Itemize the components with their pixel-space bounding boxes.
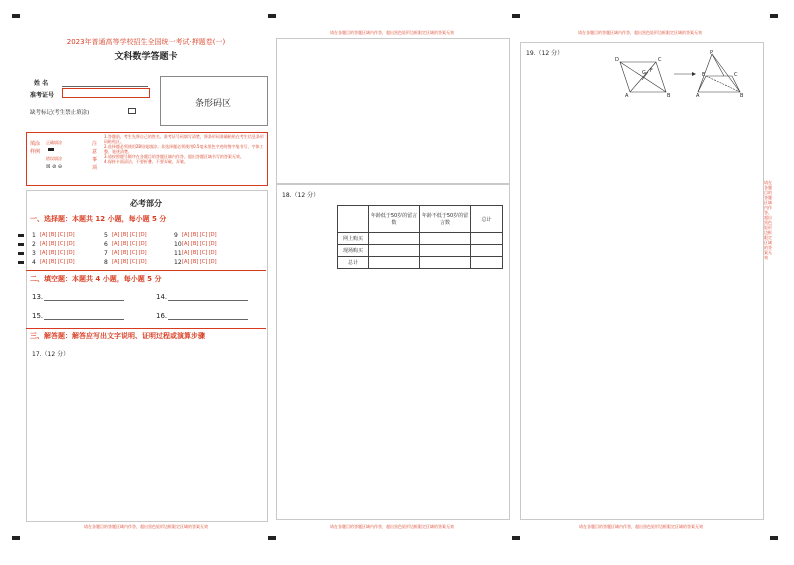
fig-label: A [696,93,700,98]
fig-label: G [642,70,646,76]
top-warning: 请在各题目的答题区域内作答，超出黑色矩形边框限定区域的答案无效 [330,30,454,35]
timing-mark [512,536,520,540]
name-label: 姓 名 [34,80,49,87]
mc-options[interactable]: [A] [B] [C] [D] [112,241,147,247]
answer-line[interactable] [168,319,248,320]
mc-options[interactable]: [A] [B] [C] [D] [182,241,217,247]
correct-fill-mark [48,148,54,151]
table-row-label: 现场购买 [338,245,369,257]
fill-item-13: 13. [32,293,44,301]
mc-question-number: 8 [104,259,108,266]
table-cell[interactable] [369,245,420,257]
table-header-cell: 年龄低于50岁的留言数 [369,206,420,233]
fig-label: A [625,93,629,98]
fill-item-15: 15. [32,312,44,320]
bottom-warning: 请在各题目的答题区域内作答，超出黑色矩形边框限定区域的答案无效 [579,524,703,529]
mc-question-number: 3 [32,250,36,257]
table-cell[interactable] [369,257,420,269]
mc-question-number: 11 [174,250,182,257]
bottom-warning: 请在各题目的答题区域内作答，超出黑色矩形边框限定区域的答案无效 [84,524,208,529]
table-header-cell: 总计 [471,206,503,233]
mc-options[interactable]: [A] [B] [C] [D] [182,259,217,265]
table-cell[interactable] [420,245,471,257]
timing-mark [268,14,276,18]
notice-item: 2.选择题必须使用2B铅笔填涂；非选择题必须使用0.5毫米黑色字迹的签字笔书写，字体工整、笔迹清楚。 [104,144,264,154]
timing-mark [18,234,24,237]
fill-example-label: 填涂样例 [30,141,41,155]
q18-label: 18.（12 分） [282,192,320,199]
q19-label: 19.（12 分） [526,50,564,57]
fig-label: D [615,57,619,63]
table-cell[interactable] [471,233,503,245]
correct-fill-label: 正确填涂 [46,140,62,145]
timing-mark [18,243,24,246]
absent-label: 缺考标记(考生禁止填涂) [30,110,90,116]
table-cell[interactable] [471,257,503,269]
mc-options[interactable]: [A] [B] [C] [D] [40,232,75,238]
wrong-fill-label: 错误填涂 [46,156,62,161]
mc-options[interactable]: [A] [B] [C] [D] [40,241,75,247]
mc-question-number: 6 [104,241,108,248]
table-header-cell [338,206,369,233]
mc-question-number: 1 [32,232,36,239]
notice-items [104,134,264,164]
timing-mark [268,536,276,540]
mc-question-number: 4 [32,259,36,266]
fig-label: C [658,57,662,63]
ticket-label: 准考证号 [30,92,55,99]
absent-checkbox[interactable] [128,108,136,114]
fig-label: P [710,50,714,56]
fig-label: C [734,72,738,78]
mc-options[interactable]: [A] [B] [C] [D] [40,259,75,265]
table-row-label: 网上购买 [338,233,369,245]
q17-label: 17.（12 分） [32,351,70,358]
timing-mark [18,252,24,255]
q17-answer-area[interactable] [28,345,264,517]
answer-line[interactable] [168,300,248,301]
exam-title: 2023年普通高等学校招生全国统一考试·押题卷(一) [66,38,226,46]
fig-label: B [740,93,744,98]
mc-options[interactable]: [A] [B] [C] [D] [112,259,147,265]
table-cell[interactable] [369,233,420,245]
timing-mark [18,261,24,264]
mc-question-number: 7 [104,250,108,257]
mc-question-number: 12 [174,259,182,266]
mc-title: 一、选择题：本题共 12 小题，每小题 5 分 [30,215,167,223]
mc-question-number: 9 [174,232,178,239]
mc-question-number: 5 [104,232,108,239]
fill-title: 二、填空题：本题共 4 小题，每小题 5 分 [30,275,162,283]
q18-table [337,205,503,269]
fig-label: B [667,93,671,98]
answer-line[interactable] [44,300,124,301]
barcode-label: 条形码区 [194,99,231,109]
fig-label: F [650,68,653,74]
timing-mark [512,14,520,18]
timing-mark [770,14,778,18]
notice-item: 4.保持卡面清洁，不要折叠、不要弄破、弄皱。 [104,159,188,164]
notice-item: 3.请按照题号顺序在各题目的答题区域内作答，超出答题区域书写的答案无效。 [104,154,244,159]
table-cell[interactable] [420,257,471,269]
notice-item: 1.答题前，考生先将自己的姓名、准考证号码填写清楚，将条形码准确粘贴在考生信息条形码粘贴区。 [104,134,264,144]
mc-options[interactable]: [A] [B] [C] [D] [112,232,147,238]
timing-mark [12,536,20,540]
notice-label: 注意事项 [92,141,98,171]
mc-options[interactable]: [A] [B] [C] [D] [182,250,217,256]
mc-options[interactable]: [A] [B] [C] [D] [112,250,147,256]
table-cell[interactable] [471,245,503,257]
fill-item-14: 14. [156,293,168,301]
mc-options[interactable]: [A] [B] [C] [D] [182,232,217,238]
side-warning: 请在各题目的答题区域内作答，超出黑色矩形边框限定区域的答案无效 [764,180,772,260]
table-cell[interactable] [420,233,471,245]
card-title: 文科数学答题卡 [114,52,178,62]
wrong-fill-marks: ☒ ⊘ ⊖ [46,164,63,170]
bottom-warning: 请在各题目的答题区域内作答，超出黑色矩形边框限定区域的答案无效 [330,524,454,529]
mc-question-number: 10 [174,241,182,248]
answer-line[interactable] [44,319,124,320]
answer-title: 三、解答题：解答应写出文字说明、证明过程或演算步骤 [30,332,205,340]
q19-box[interactable] [520,42,764,520]
mc-options[interactable]: [A] [B] [C] [D] [40,250,75,256]
ticket-number-field[interactable] [62,88,150,98]
timing-mark [770,536,778,540]
section-title: 必考部分 [130,199,162,208]
mc-question-number: 2 [32,241,36,248]
timing-mark [12,14,20,18]
fig-label: E [702,72,706,78]
table-header-cell: 年龄不低于50岁的留言数 [420,206,471,233]
table-row-label: 总计 [338,257,369,269]
top-warning: 请在各题目的答题区域内作答，超出黑色矩形边框限定区域的答案无效 [578,30,702,35]
fill-item-16: 16. [156,312,168,320]
q19-figure [612,50,762,98]
